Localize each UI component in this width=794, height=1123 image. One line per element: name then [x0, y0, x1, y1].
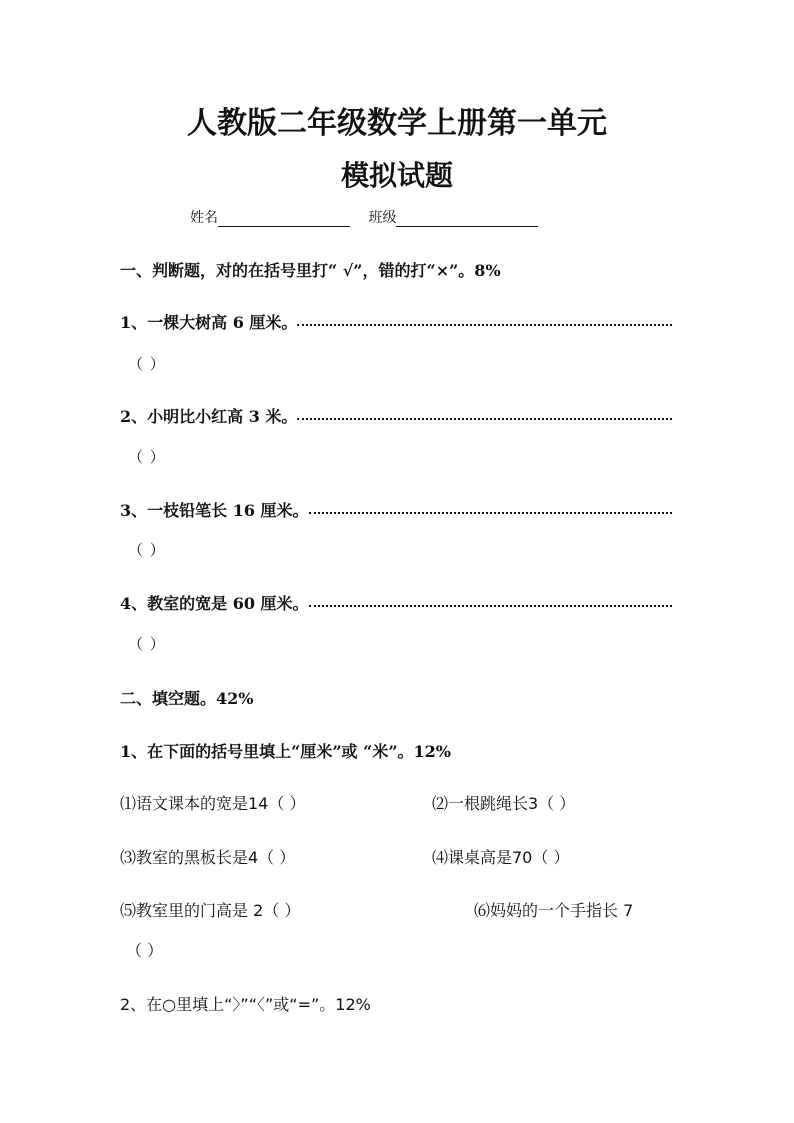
section2-part2-heading: 2、在○里填上“〉”“〈”或“=”。12%: [120, 995, 371, 1014]
answer-parens[interactable]: （ ）: [128, 355, 166, 373]
fill-item-1[interactable]: ⑴语文课本的宽是14（ ）: [120, 794, 306, 813]
fill-item-3[interactable]: ⑶教室的黑板长是4（ ）: [120, 848, 296, 867]
answer-parens[interactable]: （ ）: [128, 448, 166, 466]
judge-question-3: [120, 498, 674, 520]
question-text: 4、教室的宽是 60 厘米。: [120, 594, 309, 613]
fill-item-6-answer[interactable]: （ ）: [126, 941, 164, 960]
page-title: 人教版二年级数学上册第一单元: [187, 106, 607, 141]
question-text: 1、一棵大树高 6 厘米。: [120, 313, 298, 332]
name-label: 姓名: [190, 210, 218, 226]
student-info-row: [190, 207, 552, 227]
answer-parens[interactable]: （ ）: [128, 541, 166, 559]
question-text: 2、小明比小红高 3 米。: [120, 407, 298, 426]
section2-heading: 二、填空题。42%: [120, 689, 254, 708]
judge-question-2: [120, 404, 674, 426]
fill-item-2[interactable]: ⑵一根跳绳长3（ ）: [432, 794, 576, 813]
question-text: 3、一枝铅笔长 16 厘米。: [120, 501, 309, 520]
page-subtitle: 模拟试题: [340, 159, 453, 192]
dot-leader: [297, 416, 672, 420]
judge-question-1: [120, 310, 674, 332]
fill-item-4[interactable]: ⑷课桌高是70（ ）: [432, 848, 570, 867]
section1-heading: 一、判断题，对的在括号里打“ √”，错的打“×”。8%: [120, 261, 501, 280]
answer-parens[interactable]: （ ）: [128, 635, 166, 653]
judge-question-4: [120, 591, 674, 613]
class-blank[interactable]: [396, 212, 538, 227]
name-blank[interactable]: [218, 212, 350, 227]
dot-leader: [309, 510, 672, 514]
section2-part1-heading: 1、在下面的括号里填上“厘米”或 “米”。12%: [120, 742, 451, 761]
dot-leader: [309, 603, 672, 607]
class-label: 班级: [368, 210, 397, 226]
fill-item-6: ⑹妈妈的一个手指长 7: [474, 901, 634, 920]
dot-leader: [297, 322, 672, 326]
fill-item-5[interactable]: ⑸教室里的门高是 2（ ）: [120, 901, 301, 920]
